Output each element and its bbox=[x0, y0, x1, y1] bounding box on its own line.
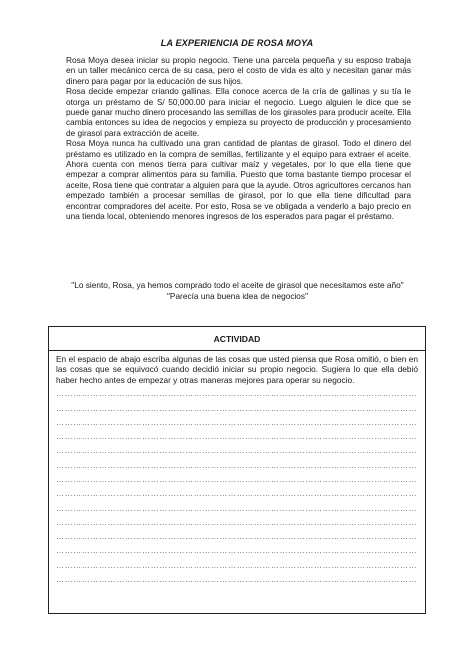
answer-line[interactable]: ……………………………………………………………………………………………………………… bbox=[56, 475, 418, 484]
answer-lines[interactable] bbox=[56, 387, 418, 587]
story-paragraph-1: Rosa Moya desea iniciar su propio negocio. Tiene una parcela pequeña y su esposo trabaja en un taller mecánico cerca de su casa, pero el costo de vida es alto y necesitan ganar más dinero para pagar por la educación de sus hijos. bbox=[66, 55, 411, 86]
answer-line[interactable]: ……………………………………………………………………………………………………………… bbox=[56, 432, 418, 442]
quote-line-1: "Lo siento, Rosa, ya hemos comprado todo el aceite de girasol que necesitamos este año" bbox=[71, 280, 404, 290]
answer-line[interactable]: ……………………………………………………………………………………………………………… bbox=[56, 489, 418, 499]
answer-line[interactable]: ……………………………………………………………………………………………………………… bbox=[56, 403, 418, 413]
quote-line-2: "Parecía una buena idea de negocios" bbox=[166, 290, 309, 301]
activity-instructions: En el espacio de abajo escriba algunas de las cosas que usted piensa que Rosa omitió, o bien en las cosas que se equivocó cuando decidió iniciar su propio negocio. Sugiera lo que ella debió haber hecho antes de empezar y otras maneras mejores para operar su negocio. bbox=[56, 354, 418, 385]
answer-line[interactable]: ……………………………………………………………………………………………………………… bbox=[56, 560, 418, 570]
answer-line[interactable]: ……………………………………………………………………………………………………………… bbox=[56, 517, 418, 527]
activity-box bbox=[48, 326, 426, 614]
answer-line[interactable]: ……………………………………………………………………………………………………………… bbox=[56, 389, 418, 399]
quote-block bbox=[60, 280, 415, 301]
answer-line[interactable]: ……………………………………………………………………………………………………………… bbox=[56, 546, 418, 556]
answer-line[interactable]: ……………………………………………………………………………………………………………… bbox=[56, 503, 418, 513]
activity-header: ACTIVIDAD bbox=[49, 327, 425, 351]
answer-line[interactable]: ……………………………………………………………………………………………………………… bbox=[56, 460, 418, 470]
page-title: LA EXPERIENCIA DE ROSA MOYA bbox=[160, 38, 314, 48]
answer-line[interactable]: ……………………………………………………………………………………………………………… bbox=[56, 446, 418, 456]
answer-line[interactable]: ……………………………………………………………………………………………………………… bbox=[56, 575, 418, 585]
activity-body bbox=[49, 351, 425, 587]
story-paragraph-2: Rosa decide empezar criando gallinas. Ella conoce acerca de la cría de gallinas y su tía le otorga un préstamo de S/ 50,000.00 para iniciar el negocio. Luego alguien le dice que se puede ganar mucho dinero procesando las semillas de los girasoles para producir aceite. Ella cambia entonces su idea de negocios y empieza su proyecto de producción y procesamiento de girasol para extracción de aceite. bbox=[66, 86, 411, 138]
story-paragraph-3: Rosa Moya nunca ha cultivado una gran cantidad de plantas de girasol. Todo el dinero del préstamo es utilizado en la compra de semillas, fertilizante y el equipo para extraer el aceite. Ahora cuenta con menos tierra para cultivar maíz y vegetales, por lo que ella tiene que empezar a comprar alimentos para su familia. Puesto que toma bastante tiempo procesar el aceite, Rosa tiene que contratar a alguien para que la ayude. Otros agricultores cercanos han empezado también a procesar semillas de girasol, por lo que ella tiene dificultad para encontrar compradores del aceite. Por esto, Rosa se ve obligada a venderlo a bajo precio en una tienda local, obteniendo menores ingresos de los esperados para pagar el préstamo. bbox=[66, 138, 411, 222]
answer-line[interactable]: ……………………………………………………………………………………………………………… bbox=[56, 417, 418, 427]
story-body bbox=[66, 55, 411, 222]
answer-line[interactable]: ……………………………………………………………………………………………………………… bbox=[56, 532, 418, 542]
